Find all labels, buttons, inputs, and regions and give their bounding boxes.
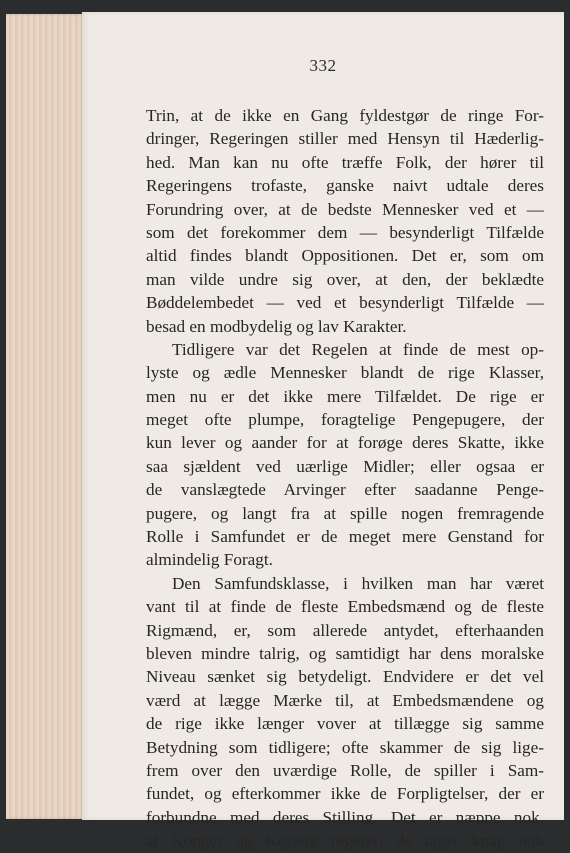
text-line: man vilde undre sig over, at den, der beklædte: [146, 269, 544, 289]
text-line: frem over den uværdige Rolle, de spiller i Sam-: [146, 760, 544, 780]
text-line: vant til at finde de fleste Embedsmænd og de fleste: [146, 597, 544, 617]
text-line: at Konger og Kejsere regerer, de tager knap nok: [146, 831, 544, 851]
text-line: dringer, Regeringen stiller med Hensyn til Hæderlig-: [146, 129, 544, 149]
text-line: saa sjældent ved uærlige Midler; eller ogsaa er: [146, 456, 544, 476]
text-line: Rolle i Samfundet er de meget mere Genstand for: [146, 527, 544, 547]
body-text: [146, 104, 544, 853]
text-line: besad en modbydelig og lav Karakter.: [146, 316, 407, 336]
text-line: som det forekommer dem — besynderligt Tilfælde: [146, 222, 544, 242]
text-line: pugere, og langt fra at spille nogen fremragende: [146, 503, 544, 523]
book-page: [82, 12, 564, 851]
page-number: 332: [309, 56, 337, 75]
text-line: Regeringens trofaste, ganske naivt udtale deres: [146, 176, 544, 196]
text-line: kun lever og aander for at forøge deres Skatte, ikke: [146, 433, 544, 453]
text-line: de vanslægtede Arvinger efter saadanne Penge-: [146, 480, 544, 500]
text-line: de rige ikke længer vover at tillægge sig samme: [146, 714, 544, 734]
text-line: Forundring over, at de bedste Mennesker ved et —: [146, 199, 544, 219]
text-line: forbundne med deres Stilling. Det er næppe nok,: [146, 807, 544, 827]
text-line: almindelig Foragt.: [146, 550, 273, 570]
text-line: Bøddelembedet — ved et besynderligt Tilfælde —: [146, 293, 544, 313]
text-line: Den Samfundsklasse, i hvilken man har været: [172, 573, 544, 593]
text-line: Tidligere var det Regelen at finde de mest op-: [172, 339, 544, 359]
text-line: bleven mindre talrig, og samtidigt har dens moralske: [146, 643, 544, 663]
text-line: fundet, og efterkommer ikke de Forpligtelser, der er: [146, 784, 544, 804]
text-line: værd at lægge Mærke til, at Embedsmændene og: [146, 690, 544, 710]
text-line: lyste og ædle Mennesker blandt de rige Klasser,: [146, 363, 544, 383]
text-line: men nu er det ikke mere Tilfældet. De rige er: [146, 386, 544, 406]
text-line: Rigmænd, er, som allerede antydet, efterhaanden: [146, 620, 544, 640]
text-line: altid findes blandt Oppositionen. Det er, som om: [146, 246, 544, 266]
text-line: Trin, at de ikke en Gang fyldestgør de ringe For-: [146, 106, 544, 125]
text-line: Niveau sænket sig betydeligt. Endvidere er det vel: [146, 667, 544, 687]
text-line: Betydning som tidligere; ofte skammer de sig lige-: [146, 737, 544, 757]
text-line: hed. Man kan nu ofte træffe Folk, der hører til: [146, 152, 544, 172]
page-edge-stack: [6, 14, 84, 819]
text-line: meget ofte plumpe, foragtelige Pengepugere, der: [146, 410, 544, 430]
